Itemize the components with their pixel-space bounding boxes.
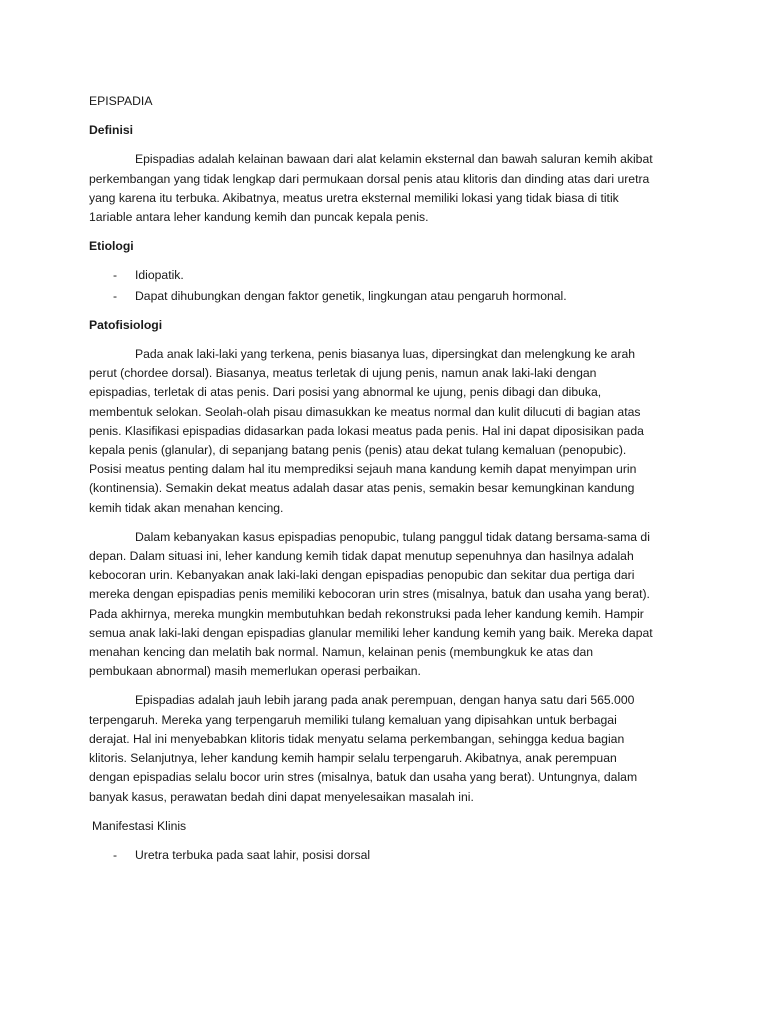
paragraph-line: menahan kencing dan melatih bak normal. Namun, kelainan penis (membungkuk ke atas dan <box>89 645 594 660</box>
paragraph-patofisiologi-3 <box>89 691 688 806</box>
paragraph-definisi <box>89 150 688 227</box>
section-heading-definisi: Definisi <box>89 123 134 138</box>
paragraph-line: kemih tidak akan menahan kencing. <box>89 500 284 515</box>
paragraph-patofisiologi-1 <box>89 345 688 518</box>
paragraph-line: (kontinensia). Semakin dekat meatus adalah dasar atas penis, semakin besar kemungkinan kandung <box>89 481 635 496</box>
paragraph-line: 1ariable antara leher kandung kemih dan puncak kepala penis. <box>89 210 429 225</box>
paragraph-line: kebocoran urin. Kebanyakan anak laki-laki dengan epispadias penopubic dan sekitar dua pertiga dari <box>89 568 635 583</box>
paragraph-line: dengan epispadias selalu bocor urin stres (misalnya, batuk dan usaha yang berat). Untungnya, dalam <box>89 770 638 785</box>
dash-bullet: - <box>113 268 118 283</box>
manifestasi-list <box>89 846 688 865</box>
paragraph-line: penis. Klasifikasi epispadias didasarkan pada lokasi meatus pada penis. Hal ini dapat diposisikan pada <box>89 423 644 438</box>
dash-bullet: - <box>113 288 118 303</box>
paragraph-line: semua anak laki-laki dengan epispadias glanular memiliki leher kandung kemih yang baik. Mereka dapat <box>89 625 653 640</box>
paragraph-line: perut (chordee dorsal). Biasanya, meatus terletak di ujung penis, namun anak laki-laki dengan <box>89 366 597 381</box>
paragraph-line: terpengaruh. Mereka yang terpengaruh memiliki tulang kemaluan yang dipisahkan untuk berbagai <box>89 712 617 727</box>
paragraph-line: Pada akhirnya, mereka mungkin membutuhkan bedah rekonstruksi pada leher kandung kemih. Hampir <box>89 606 644 621</box>
paragraph-line: kepala penis (glanular), di sepanjang batang penis (penis) atau dekat tulang kemaluan (penopubic). <box>89 443 627 458</box>
document-title: EPISPADIA <box>89 94 153 108</box>
section-heading-etiologi: Etiologi <box>89 239 134 254</box>
dash-bullet: - <box>113 847 118 862</box>
list-item-text: Uretra terbuka pada saat lahir, posisi dorsal <box>135 847 371 862</box>
list-item-text: Idiopatik. <box>135 268 184 283</box>
paragraph-line: Dalam kebanyakan kasus epispadias penopubic, tulang panggul tidak datang bersama-sama di <box>135 529 650 544</box>
paragraph-line: Posisi meatus penting dalam hal itu memprediksi sejauh mana kandung kemih dapat menyimpan urin <box>89 462 637 477</box>
paragraph-line: derajat. Hal ini menyebabkan klitoris tidak menyatu selama perkembangan, sehingga kedua bagian <box>89 731 625 746</box>
paragraph-line: Epispadias adalah kelainan bawaan dari alat kelamin eksternal dan bawah saluran kemih akibat <box>135 152 653 167</box>
paragraph-line: epispadias, terletak di atas penis. Dari posisi yang abnormal ke ujung, penis dibagi dan dibuka, <box>89 385 602 400</box>
paragraph-line: mereka dengan epispadias penis memiliki kebocoran urin stres (misalnya, batuk dan usaha yang berat). <box>89 587 650 602</box>
section-heading-patofisiologi: Patofisiologi <box>89 317 163 332</box>
paragraph-line: Pada anak laki-laki yang terkena, penis biasanya luas, dipersingkat dan melengkung ke arah <box>135 347 636 362</box>
paragraph-patofisiologi-2 <box>89 528 688 682</box>
etiologi-list <box>89 266 688 305</box>
list-item-text: Dapat dihubungkan dengan faktor genetik, lingkungan atau pengaruh hormonal. <box>135 288 567 303</box>
paragraph-line: depan. Dalam situasi ini, leher kandung kemih tidak dapat menutup sepenuhnya dan hasilnya adalah <box>89 549 634 564</box>
list-item <box>89 266 688 285</box>
paragraph-line: membentuk selokan. Seolah-olah pisau dimasukkan ke meatus normal dan kulit dilucuti di bagian atas <box>89 404 641 419</box>
paragraph-line: pembukaan abnormal) masih memerlukan operasi perbaikan. <box>89 664 421 679</box>
section-heading-manifestasi: Manifestasi Klinis <box>92 818 187 833</box>
paragraph-line: perkembangan yang tidak lengkap dari permukaan dorsal penis atau klitoris dan dinding atas dari uretra <box>89 171 650 186</box>
paragraph-line: banyak kasus, perawatan bedah dini dapat menyelesaikan masalah ini. <box>89 789 474 804</box>
list-item <box>89 846 688 865</box>
paragraph-line: Epispadias adalah jauh lebih jarang pada anak perempuan, dengan hanya satu dari 565.000 <box>135 693 635 708</box>
paragraph-line: yang karena itu terbuka. Akibatnya, meatus uretra eksternal memiliki lokasi yang tidak biasa di titik <box>89 190 619 205</box>
list-item <box>89 287 688 306</box>
paragraph-line: klitoris. Selanjutnya, leher kandung kemih hampir selalu terpengaruh. Akibatnya, anak perempuan <box>89 751 617 766</box>
